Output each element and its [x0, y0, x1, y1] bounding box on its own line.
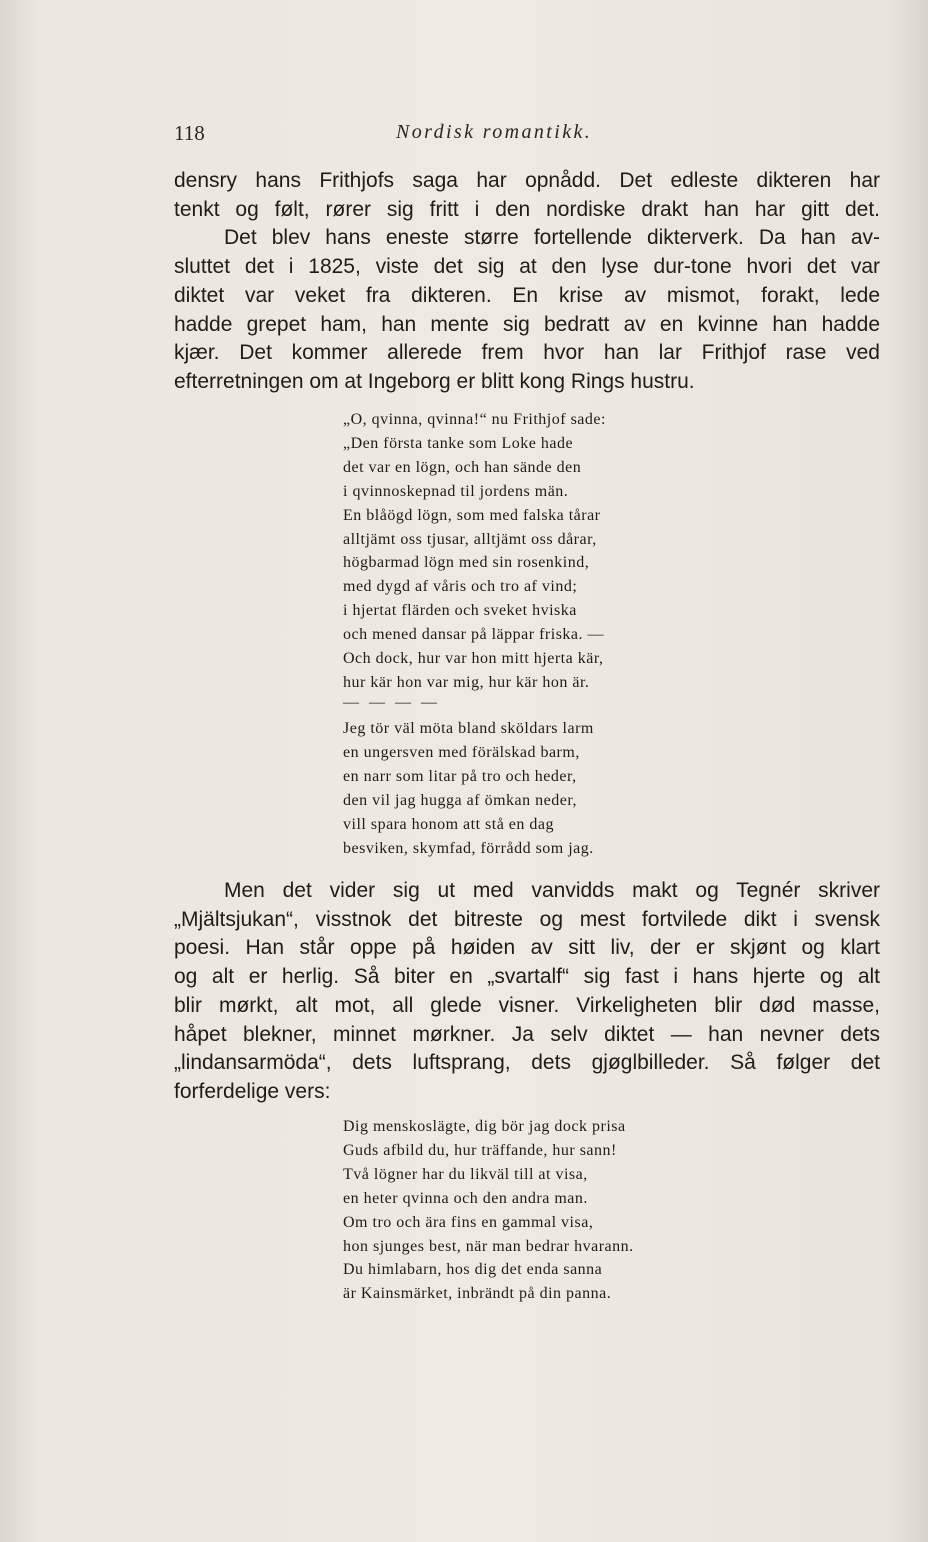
verse-line: en heter qvinna och den andra man.	[343, 1189, 588, 1207]
verse-separator: — — — —	[343, 694, 440, 711]
paragraph-line: poesi. Han står oppe på høiden av sitt liv, der er skjønt og klart	[174, 936, 880, 960]
paragraph-line: tenkt og følt, rører sig fritt i den nordiske drakt han har gitt det.	[174, 197, 880, 221]
paragraph-line: diktet var veket fra dikteren. En krise av mismot, forakt, lede	[174, 283, 880, 307]
verse-line: det var en lögn, och han sände den	[343, 458, 582, 476]
paragraph-2	[174, 877, 880, 1107]
verse-line: Om tro och ära fins en gammal visa,	[343, 1213, 594, 1231]
paragraph-line: „Mjältsjukan“, visstnok det bitreste og mest fortvilede dikt i svensk	[174, 907, 880, 931]
verse-quote-3	[343, 1115, 634, 1306]
page-header	[174, 121, 882, 147]
paragraph-line: håpet blekner, minnet mørkner. Ja selv diktet — han nevner dets	[174, 1022, 880, 1046]
verse-line: med dygd af våris och tro af vind;	[343, 578, 578, 596]
paragraph-1	[174, 167, 880, 397]
paragraph-line: forferdelige vers:	[174, 1079, 331, 1103]
running-title: Nordisk romantikk.	[396, 121, 593, 143]
paragraph-line: „lindansarmöda“, dets luftsprang, dets gjøglbilleder. Så følger det	[174, 1051, 880, 1075]
verse-line: En blåögd lögn, som med falska tårar	[343, 506, 601, 524]
paragraph-line: hadde grepet ham, han mente sig bedratt av en kvinne han hadde	[174, 312, 880, 336]
paragraph-line: blir mørkt, alt mot, all glede visner. Virkeligheten blir død masse,	[174, 993, 880, 1017]
verse-quote-1	[343, 408, 606, 695]
paragraph-line: densry hans Frithjofs saga har opnådd. Det edleste dikteren har	[174, 169, 880, 192]
verse-line: en ungersven med förälskad barm,	[343, 743, 580, 761]
verse-line: „O, qvinna, qvinna!“ nu Frithjof sade:	[343, 411, 606, 428]
verse-line: den vil jag hugga af ömkan neder,	[343, 791, 578, 809]
verse-line: Du himlabarn, hos dig det enda sanna	[343, 1261, 603, 1279]
verse-line: besviken, skymfad, förrådd som jag.	[343, 839, 594, 857]
verse-quote-2	[343, 717, 594, 860]
paragraph-line: kjær. Det kommer allerede frem hvor han lar Frithjof rase ved	[174, 341, 880, 365]
paragraph-line: Det blev hans eneste større fortellende dikterverk. Da han av-	[224, 226, 880, 250]
verse-line: Två lögner har du likväl till at visa,	[343, 1165, 588, 1183]
verse-line: en narr som litar på tro och heder,	[343, 767, 577, 785]
verse-line: hur kär hon var mig, hur kär hon är.	[343, 673, 590, 691]
verse-line: vill spara honom att stå en dag	[343, 815, 555, 833]
verse-line: och mened dansar på läppar friska. —	[343, 626, 605, 644]
verse-line: Och dock, hur var hon mitt hjerta kär,	[343, 650, 604, 668]
verse-line: är Kainsmärket, inbrändt på din panna.	[343, 1285, 612, 1303]
verse-line: Guds afbild du, hur träffande, hur sann!	[343, 1141, 617, 1159]
verse-line: i qvinnoskepnad til jordens män.	[343, 482, 569, 500]
verse-line: alltjämt oss tjusar, alltjämt oss dårar,	[343, 530, 597, 548]
verse-line: hon sjunges best, när man bedrar hvarann.	[343, 1237, 634, 1255]
paragraph-line: efterretningen om at Ingeborg er blitt kong Rings hustru.	[174, 369, 695, 393]
verse-line: högbarmad lögn med sin rosenkind,	[343, 554, 590, 572]
verse-line: Jeg tör väl möta bland sköldars larm	[343, 720, 594, 737]
paragraph-line: Men det vider sig ut med vanvidds makt og Tegnér skriver	[224, 879, 880, 902]
paragraph-line: og alt er herlig. Så biter en „svartalf“ sig fast i hans hjerte og alt	[174, 965, 880, 989]
page-number: 118	[174, 121, 205, 145]
verse-line: „Den första tanke som Loke hade	[343, 434, 574, 452]
verse-line: Dig menskoslägte, dig bör jag dock prisa	[343, 1118, 626, 1135]
paragraph-line: sluttet det i 1825, viste det sig at den lyse dur-tone hvori det var	[174, 255, 880, 279]
verse-line: i hjertat flärden och sveket hviska	[343, 602, 577, 620]
